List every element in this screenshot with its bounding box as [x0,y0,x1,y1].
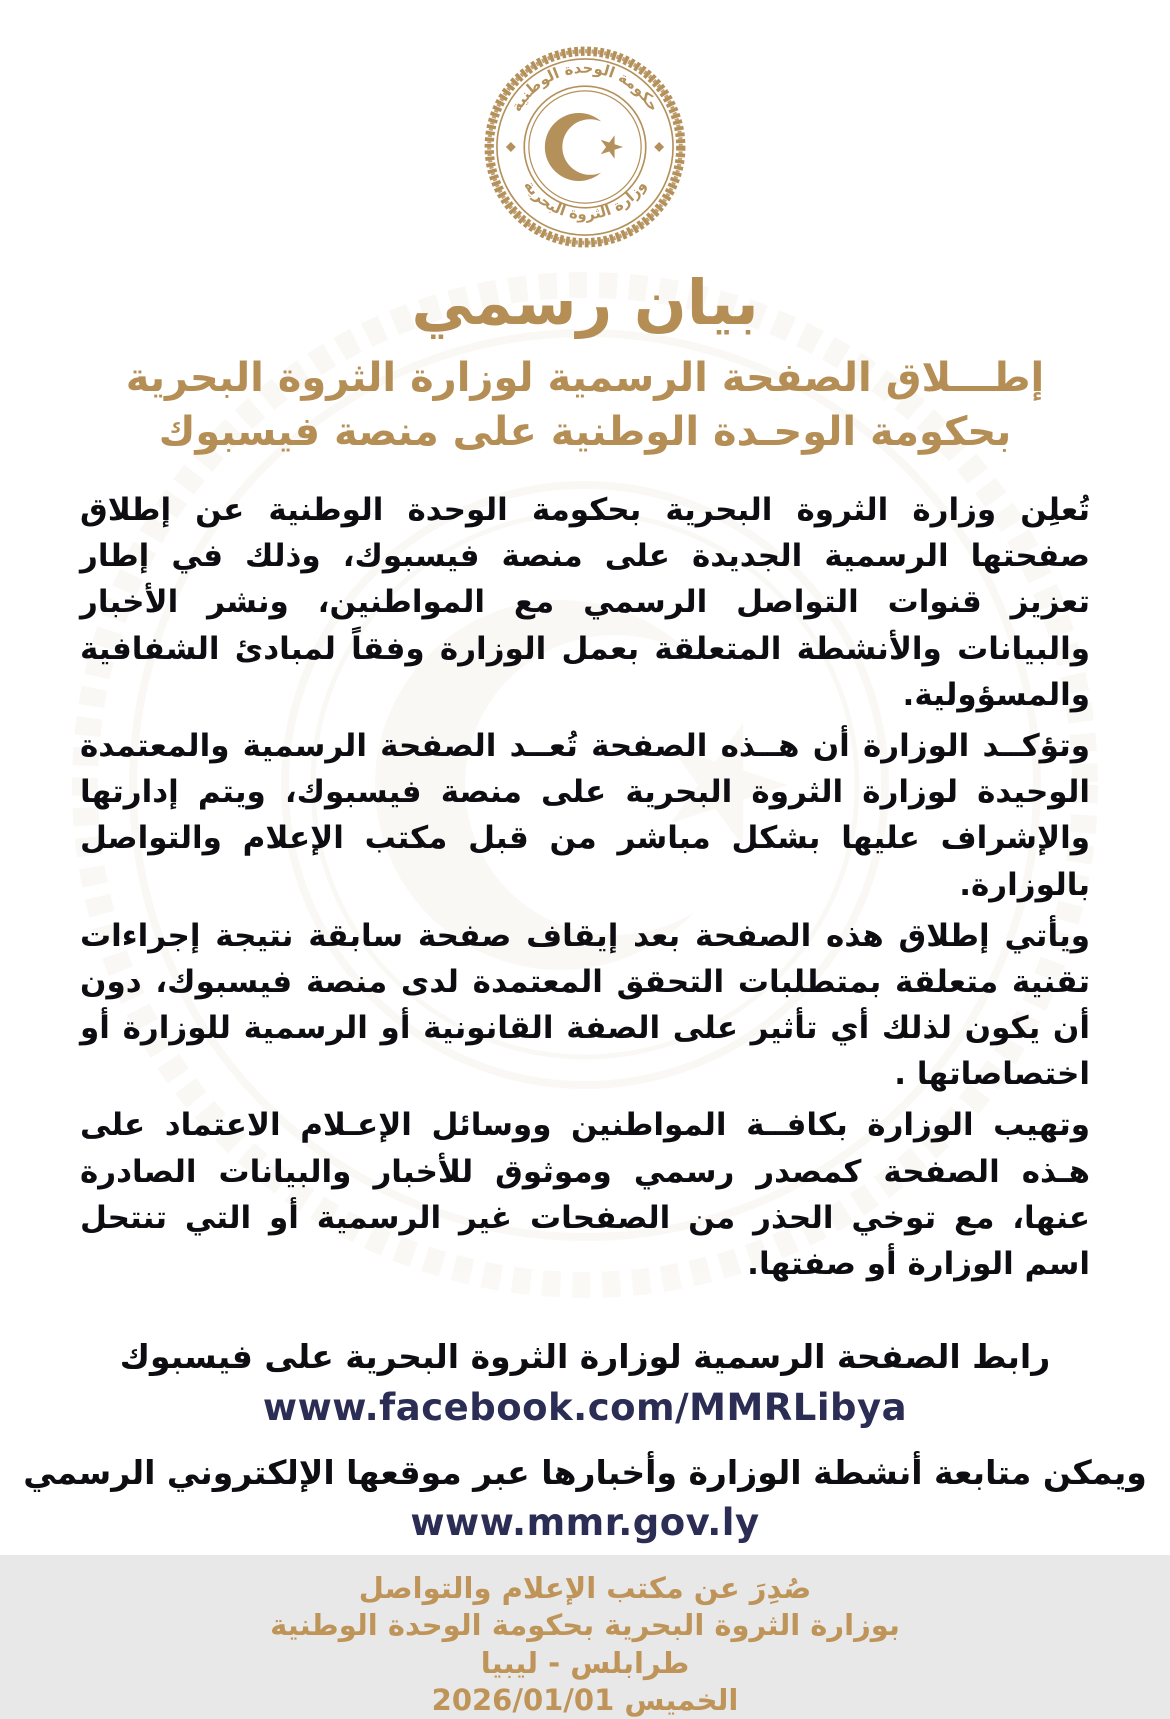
seal-container [0,0,1170,250]
seal-top-text: حكومة الوحدة الوطنية [507,58,663,115]
website-url[interactable]: www.mmr.gov.ly [410,1501,760,1545]
seal-bottom-text: وزارة الثروة البحرية [520,176,650,224]
facebook-link-label: رابط الصفحة الرسمية لوزارة الثروة البحرية على فيسبوك [119,1337,1051,1377]
statement-subtitle-line2: بحكومة الوحـدة الوطنية على منصة فيسبوك [158,409,1012,455]
statement-paragraph-1: تُعلِن وزارة الثروة البحرية بحكومة الوحدة الوطنية عن إطلاق صفحتها الرسمية الجديدة على منصة فيسبوك، وذلك في إطار تعزيز قنوات التواصل الرسمي مع المواطنين، ونشر الأخبار والبيانات والأنشطة المتعلقة بعمل الوزارة وفقاً لمبادئ الشفافية والمسؤولية. [80,492,1090,713]
statement-body [80,487,1090,1287]
footer-issued-by: صُدِرَ عن مكتب الإعلام والتواصل [358,1571,812,1606]
links-section [0,1335,1170,1544]
footer-section [0,1570,1170,1718]
facebook-url[interactable]: www.facebook.com/MMRLibya [262,1385,908,1429]
ministry-seal-logo [482,44,688,250]
footer-ministry: بوزارة الثروة البحرية بحكومة الوحدة الوطنية [270,1608,900,1643]
footer-date: الخميس 2026/01/01 [431,1682,739,1717]
website-link-label: ويمكن متابعة أنشطة الوزارة وأخبارها عبر موقعها الإلكتروني الرسمي [23,1452,1147,1492]
svg-text:وزارة الثروة البحرية [520,177,650,223]
statement-subtitle-line1: إطـــلاق الصفحة الرسمية لوزارة الثروة البحرية [125,355,1045,401]
crescent-star-icon [545,113,626,181]
statement-paragraph-3: ويأتي إطلاق هذه الصفحة بعد إيقاف صفحة سابقة نتيجة إجراءات تقنية متعلقة بمتطلبات التحقق المعتمدة لدى منصة فيسبوك، دون أن يكون لذلك أي تأثير على الصفة القانونية أو الرسمية للوزارة أو اختصاصاتها . [80,917,1090,1093]
statement-paragraph-4: وتهيب الوزارة بكافــة المواطنين ووسائل الإعـلام الاعتماد على هـذه الصفحة كمصدر رسمي وموثوق للأخبار والبيانات الصادرة عنها، مع توخي الحذر من الصفحات غير الرسمية أو التي تنتحل اسم الوزارة أو صفتها. [80,1107,1090,1282]
page-title: بيان رسمي [411,266,759,339]
statement-paragraph-2: وتؤكــد الوزارة أن هــذه الصفحة تُعــد الصفحة الرسمية والمعتمدة الوحيدة لوزارة الثروة البحرية على منصة فيسبوك، ويتم إدارتها والإشراف عليها بشكل مباشر من قبل مكتب الإعلام والتواصل بالوزارة. [80,727,1090,903]
footer-location: طرابلس - ليبيا [480,1645,690,1680]
